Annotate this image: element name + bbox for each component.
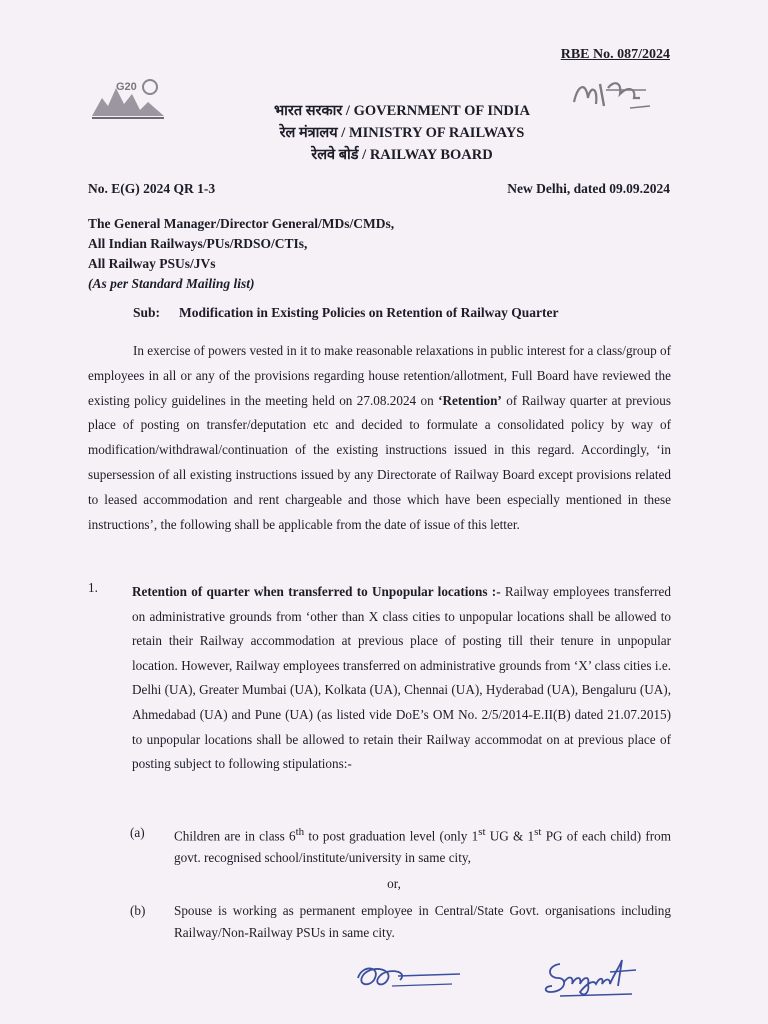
letter-date: New Delhi, dated 09.09.2024	[507, 181, 670, 196]
subject-line	[133, 305, 558, 321]
item-a-part: to post graduation level (only 1	[304, 828, 479, 844]
paragraph-1-body	[132, 580, 671, 777]
item-a-part: Children are in class 6	[174, 828, 296, 844]
intro-paragraph	[88, 339, 671, 537]
letterhead	[0, 100, 768, 166]
item-a-part: UG & 1	[485, 828, 535, 844]
item-a-part: PG of each child) from govt. recognised school/institute/university in same city,	[174, 828, 671, 865]
officer-signature	[540, 952, 650, 1002]
intro-text-cont: of Railway quarter at previous place of posting on transfer/deputation etc and decided to formulate a consolidated policy by way of modification/withdrawal/continuation of the existing instructions issued in this regard. Accordingly, ‘in supersession of all existing instructions issued by any Directorate of Railway Board except provisions related to leased accommodation and rent chargeable and those which have been especially mentioned in these instructions’, the following shall be applicable from the date of issue of this letter.	[88, 392, 671, 532]
addressee-line: All Indian Railways/PUs/RDSO/CTIs,	[88, 236, 308, 251]
paragraph-1	[88, 580, 671, 777]
addressee-line: The General Manager/Director General/MDs/CMDs,	[88, 216, 395, 231]
paragraph-1-text: Railway employees transferred on administrative grounds from ‘other than X class cities to unpopular locations shall be allowed to retain their Railway accommodation at previous place of posting till their tenure in unpopular location. However, Railway employees transferred on administrative grounds from ‘X’ class cities i.e. Delhi (UA), Greater Mumbai (UA), Kolkata (UA), Chennai (UA), Hyderabad (UA), Bengaluru (UA), Ahmedabad (UA) and Pune (UA) (as listed vide DoE’s OM No. 2/5/2014-E.II(B) dated 21.07.2015) to unpopular locations shall be allowed to retain their Railway accommodat on at previous place of posting subject to following stipulations:-	[132, 584, 671, 772]
item-a-text	[174, 822, 671, 868]
rbe-number: RBE No. 087/2024	[560, 47, 670, 62]
initials-signature	[352, 956, 464, 996]
item-a	[130, 822, 671, 868]
item-b-text: Spouse is working as permanent employee in Central/State Govt. organisations including Railway/Non-Railway PSUs in same city.	[174, 903, 671, 940]
subject-label: Sub:	[133, 305, 161, 320]
reference-line	[88, 181, 670, 197]
addressee-block	[88, 214, 394, 294]
item-b-label: (b)	[130, 903, 146, 918]
superscript: st	[534, 826, 542, 838]
or-separator: or,	[387, 876, 401, 891]
intro-keyword: ‘Retention’	[438, 392, 502, 408]
letterhead-ministry: रेल मंत्रालय / MINISTRY OF RAILWAYS	[279, 125, 525, 141]
addressee-line: All Railway PSUs/JVs	[88, 256, 216, 271]
letterhead-board: रेलवे बोर्ड / RAILWAY BOARD	[311, 147, 493, 163]
paragraph-number: 1.	[88, 580, 98, 595]
mailing-list-note: (As per Standard Mailing list)	[88, 276, 255, 291]
superscript: th	[295, 826, 305, 838]
letterhead-government: भारत सरकार / GOVERNMENT OF INDIA	[273, 103, 531, 119]
subject-text: Modification in Existing Policies on Retention of Railway Quarter	[179, 305, 559, 320]
item-a-label: (a)	[130, 825, 145, 840]
paragraph-1-heading: Retention of quarter when transferred to Unpopular locations :-	[132, 584, 501, 599]
intro-text: In exercise of powers vested in it to make reasonable relaxations in public interest for a class/group of employees in all or any of the provisions regarding house retention/allotment, Full Board have reviewed the existing policy guidelines in the meeting held on 27.08.2024 on	[88, 343, 671, 408]
reference-number: No. E(G) 2024 QR 1-3	[88, 181, 216, 196]
superscript: st	[478, 826, 486, 838]
item-b	[130, 900, 671, 943]
g20-logo-text: G20	[116, 81, 137, 93]
